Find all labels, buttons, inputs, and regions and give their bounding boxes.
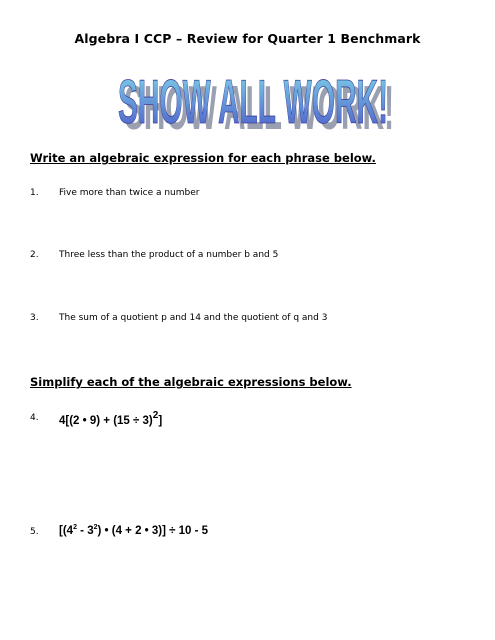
expression-part: - 3 bbox=[76, 525, 94, 537]
section-heading-write-expression: Write an algebraic expression for each phrase below. bbox=[30, 151, 376, 165]
question-number: 3. bbox=[30, 313, 39, 323]
exponent: 2 bbox=[93, 524, 98, 531]
question-number: 5. bbox=[30, 527, 39, 537]
banner-text: SHOW ALL WORK! bbox=[118, 68, 388, 134]
expression-part: ] bbox=[158, 415, 163, 427]
question-number: 4. bbox=[30, 413, 39, 423]
question-number: 2. bbox=[30, 250, 39, 260]
show-all-work-banner bbox=[108, 66, 398, 134]
expression-4 bbox=[59, 410, 162, 427]
question-text: Three less than the product of a number b and 5 bbox=[59, 250, 279, 260]
question-number: 1. bbox=[30, 188, 39, 198]
exponent: 2 bbox=[152, 410, 159, 421]
expression-part: 4[(2 • 9) + (15 ÷ 3) bbox=[59, 415, 153, 427]
exponent: 2 bbox=[73, 524, 77, 531]
question-text: Five more than twice a number bbox=[59, 188, 200, 198]
section-heading-simplify: Simplify each of the algebraic expressions below. bbox=[30, 375, 352, 389]
expression-5 bbox=[59, 524, 208, 537]
expression-part: ) • (4 + 2 • 3)] ÷ 10 - 5 bbox=[97, 525, 209, 537]
question-text: The sum of a quotient p and 14 and the quotient of q and 3 bbox=[59, 313, 328, 323]
document-title: Algebra I CCP – Review for Quarter 1 Benchmark bbox=[74, 31, 421, 46]
expression-part: [(4 bbox=[59, 525, 74, 537]
banner-shadow: SHOW ALL WORK! bbox=[124, 74, 394, 134]
